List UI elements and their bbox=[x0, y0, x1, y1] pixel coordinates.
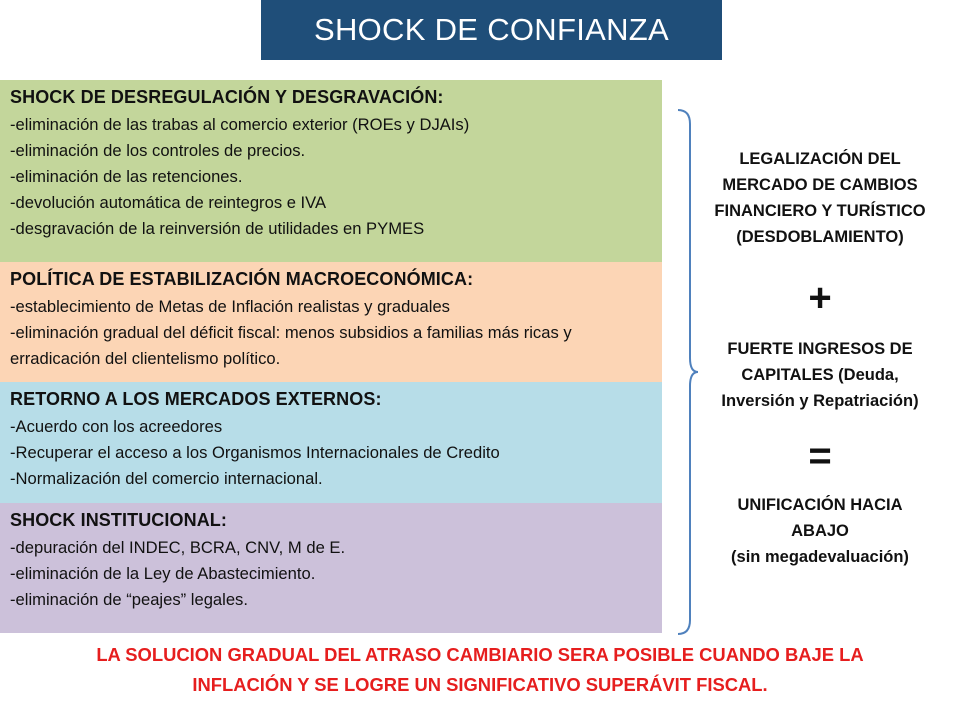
block-heading: SHOCK DE DESREGULACIÓN Y DESGRAVACIÓN: bbox=[10, 87, 444, 107]
block-line: -eliminación de las retenciones. bbox=[10, 167, 243, 186]
block-mercados-externos bbox=[0, 382, 662, 503]
block-line: -devolución automática de reintegros e IVA bbox=[10, 193, 327, 212]
footer-line: LA SOLUCION GRADUAL DEL ATRASO CAMBIARIO SERA POSIBLE CUANDO BAJE LA bbox=[96, 644, 864, 665]
side-text-capitales: FUERTE INGRESOS DE CAPITALES (Deuda, Inversión y Repatriación) bbox=[721, 340, 919, 410]
plus-sign: + bbox=[808, 276, 832, 320]
block-line: -eliminación de los controles de precios. bbox=[10, 141, 306, 160]
block-line: -eliminación de las trabas al comercio exterior (ROEs y DJAIs) bbox=[10, 115, 470, 134]
block-line: -Normalización del comercio internacional. bbox=[10, 469, 323, 488]
footer-conclusion bbox=[0, 640, 960, 700]
block-heading: SHOCK INSTITUCIONAL: bbox=[10, 510, 227, 530]
block-desregulacion bbox=[0, 80, 662, 262]
block-line: -eliminación de “peajes” legales. bbox=[10, 590, 248, 609]
block-line: -Recuperar el acceso a los Organismos Internacionales de Credito bbox=[10, 443, 500, 462]
block-line: -establecimiento de Metas de Inflación realistas y graduales bbox=[10, 297, 450, 316]
block-line: -depuración del INDEC, BCRA, CNV, M de E. bbox=[10, 538, 346, 557]
block-line: -eliminación de la Ley de Abastecimiento. bbox=[10, 564, 316, 583]
equals-sign: = bbox=[808, 434, 832, 478]
footer-line: INFLACIÓN Y SE LOGRE UN SIGNIFICATIVO SUPERÁVIT FISCAL. bbox=[192, 674, 768, 695]
block-line: -eliminación gradual del déficit fiscal: menos subsidios a familias más ricas y erradicación del clientelismo político. bbox=[10, 323, 572, 368]
side-text-unificacion: UNIFICACIÓN HACIA ABAJO (sin megadevaluación) bbox=[731, 496, 909, 566]
block-line: -desgravación de la reinversión de utilidades en PYMES bbox=[10, 219, 425, 238]
block-heading: RETORNO A LOS MERCADOS EXTERNOS: bbox=[10, 389, 382, 409]
block-line: -Acuerdo con los acreedores bbox=[10, 417, 223, 436]
side-text-legalizacion: LEGALIZACIÓN DEL MERCADO DE CAMBIOS FINANCIERO Y TURÍSTICO (DESDOBLAMIENTO) bbox=[714, 150, 926, 246]
block-institucional bbox=[0, 503, 662, 633]
block-estabilizacion bbox=[0, 262, 662, 382]
slide-title: SHOCK DE CONFIANZA bbox=[261, 0, 722, 60]
block-heading: POLÍTICA DE ESTABILIZACIÓN MACROECONÓMICA: bbox=[10, 269, 474, 289]
